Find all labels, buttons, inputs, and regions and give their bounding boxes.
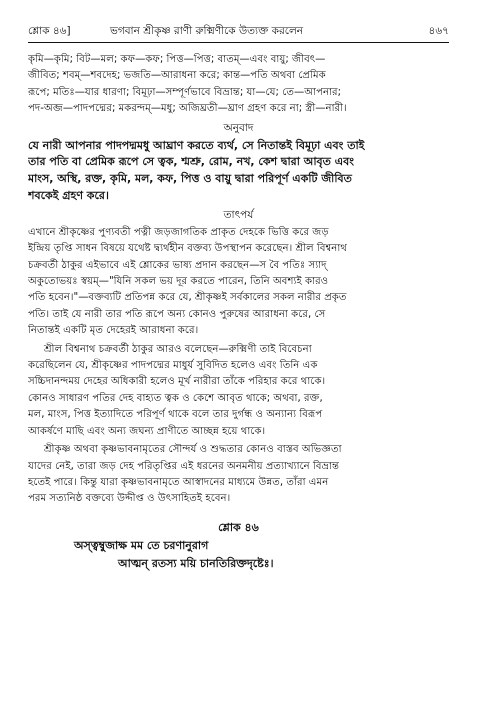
purport-line: যাদের নেই, তারা জড় দেহ পরিতৃপ্তির এই ধরনের অনমনীয় প্রত্যাখ্যানে বিভ্রান্ত <box>28 460 340 472</box>
verse-line: আত্মন্ রতস্য ময়ি চানতিরিক্তদৃষ্টেঃ। <box>118 556 274 570</box>
header-divider <box>28 42 449 43</box>
translation-line: মাংস, অস্থি, রক্ত, কৃমি, মল, কফ, পিত্ত ও বায়ু দ্বারা পরিপূর্ণ একটি জীবিত <box>28 172 352 186</box>
purport-paragraph-1 <box>28 225 449 340</box>
synonyms-line: জীবিত; শবম্—শবদেহ; ভজতি—আরাধনা করে; কান্ত—পতি অথবা প্রেমিক <box>28 70 326 82</box>
purport-line: পতি হবেন।"—বক্তব্যটি প্রতিপন্ন করে যে, শ্রীকৃষ্ণই সর্বকালের সকল নারীর প্রকৃত <box>28 292 347 304</box>
purport-paragraph-3 <box>28 442 449 508</box>
synonyms-line: কৃমি—কৃমি; বিট—মল; কফ—কফ; পিত্ত—পিত্ত; বাতম্—এবং বায়ু; জীবৎ— <box>28 54 326 65</box>
purport-heading: তাৎপর্য <box>223 208 254 221</box>
translation-line: শবকেই গ্রহণ করে। <box>28 189 109 203</box>
translation-line: তার পতি বা প্রেমিক রূপে সে ত্বক, শ্মশ্রু, রোম, নখ, কেশ দ্বারা আবৃত এবং <box>28 155 354 169</box>
translation-line: যে নারী আপনার পাদপদ্মমধু আঘ্রাণ করতে ব্যর্থ, সে নিতান্তই বিমূঢ়া এবং তাই <box>28 138 365 152</box>
synonyms-block <box>28 52 449 118</box>
synonyms-line: রূপে; মতিঃ—যার ধারণা; বিমূঢ়া—সম্পূর্ণভাবে বিভ্রান্ত; যা—যে; তে—আপনার; <box>28 86 342 98</box>
purport-line: হতেই পারে। কিন্তু যারা কৃষ্ণভাবনামৃতে আস্বাদনের মাধ্যমে উন্নত, তাঁরা এমন <box>28 476 329 488</box>
purport-line: মল, মাংস, পিত্ত ইত্যাদিতে পরিপূর্ণ থাকে বলে তার দুর্গন্ধ ও অন্যান্য বিরূপ <box>28 409 323 421</box>
synonyms-line: পদ-অব্জ—পাদপদ্মের; মকরন্দম্—মধু; অজিঘ্রতী—ঘ্রাণ গ্রহণ করে না; স্ত্রী—নারী। <box>28 103 347 115</box>
translation-heading: অনুবাদ <box>223 121 254 134</box>
purport-line: শ্রীল বিশ্বনাথ চক্রবর্তী ঠাকুর আরও বলেছেন—রুক্মিণী তাই বিবেচনা <box>44 343 312 355</box>
purport-line: আকর্ষণে মাছি এবং অন্য জঘন্য প্রাণীতে আচ্ছন্ন হয়ে থাকে। <box>28 425 266 437</box>
header-chapter-title: ভগবান শ্রীকৃষ্ণ রাণী রুক্মিণীকে উত্যক্ত করলেন <box>110 25 304 37</box>
purport-line: অকুতোভয়ঃ স্বয়ম্—"যিনি সকল ভয় দূর করতে পারেন, তিনি অবশ্যই কারও <box>28 276 329 288</box>
verse-heading: শ্লোক ৪৬ <box>218 520 259 534</box>
purport-line: এখানে শ্রীকৃষ্ণের পুণ্যবতী পত্নী জড়জাগতিক প্রাকৃত দেহকে ভিত্তি করে জড় <box>28 226 329 238</box>
purport-line: চক্রবর্তী ঠাকুর এইভাবে এই শ্লোকের ভাষ্য প্রদান করছেন—স বৈ পতিঃ স্যাদ্ <box>28 259 327 271</box>
purport-line: নিতান্তই একটি মৃত দেহেরই আরাধনা করে। <box>28 325 199 337</box>
header-verse-number: শ্লোক ৪৬] <box>28 25 71 37</box>
page-number: ৪৬৭ <box>428 25 449 37</box>
purport-line: কোনও সাধারণ পতির দেহ বাহ্যত ত্বক ও কেশে আবৃত থাকে; অথবা, রক্ত, <box>28 392 323 404</box>
purport-line: পতি। তাই যে নারী তার পতি রূপে অন্য কোনও পুরুষের আরাধনা করে, সে <box>28 308 326 320</box>
purport-line: পরম সত্যনিষ্ঠ বক্তব্যে উদ্দীপ্ত ও উৎসাহিতই হবেন। <box>28 493 231 505</box>
running-head <box>28 24 449 38</box>
purport-line: সচ্চিদানন্দময় দেহের অধিকারী হলেও মূর্খ নারীরা তাঁকে পরিহার করে থাকে। <box>28 376 326 388</box>
purport-line: করেছিলেন যে, শ্রীকৃষ্ণের পাদপদ্মের মাধুর্য সুবিদিত হলেও এবং তিনি এক <box>28 360 318 372</box>
page-body <box>28 52 449 573</box>
translation-block <box>28 138 449 205</box>
purport-paragraph-2 <box>28 342 449 440</box>
purport-line: ইন্দ্রিয় তৃপ্তি সাধন বিষয়ে যথেষ্ট দ্ব্যর্থহীন বক্তব্য উপস্থাপন করেছেন। শ্রীল বিশ্বনাথ <box>28 243 347 255</box>
purport-line: শ্রীকৃষ্ণ অথবা কৃষ্ণভাবনামৃতের সৌন্দর্য ও শুদ্ধতার কোনও বাস্তব অভিজ্ঞতা <box>44 444 342 456</box>
verse-line: অস্ত্বম্বুজাক্ষ মম তে চরণানুরাগ <box>74 538 209 552</box>
